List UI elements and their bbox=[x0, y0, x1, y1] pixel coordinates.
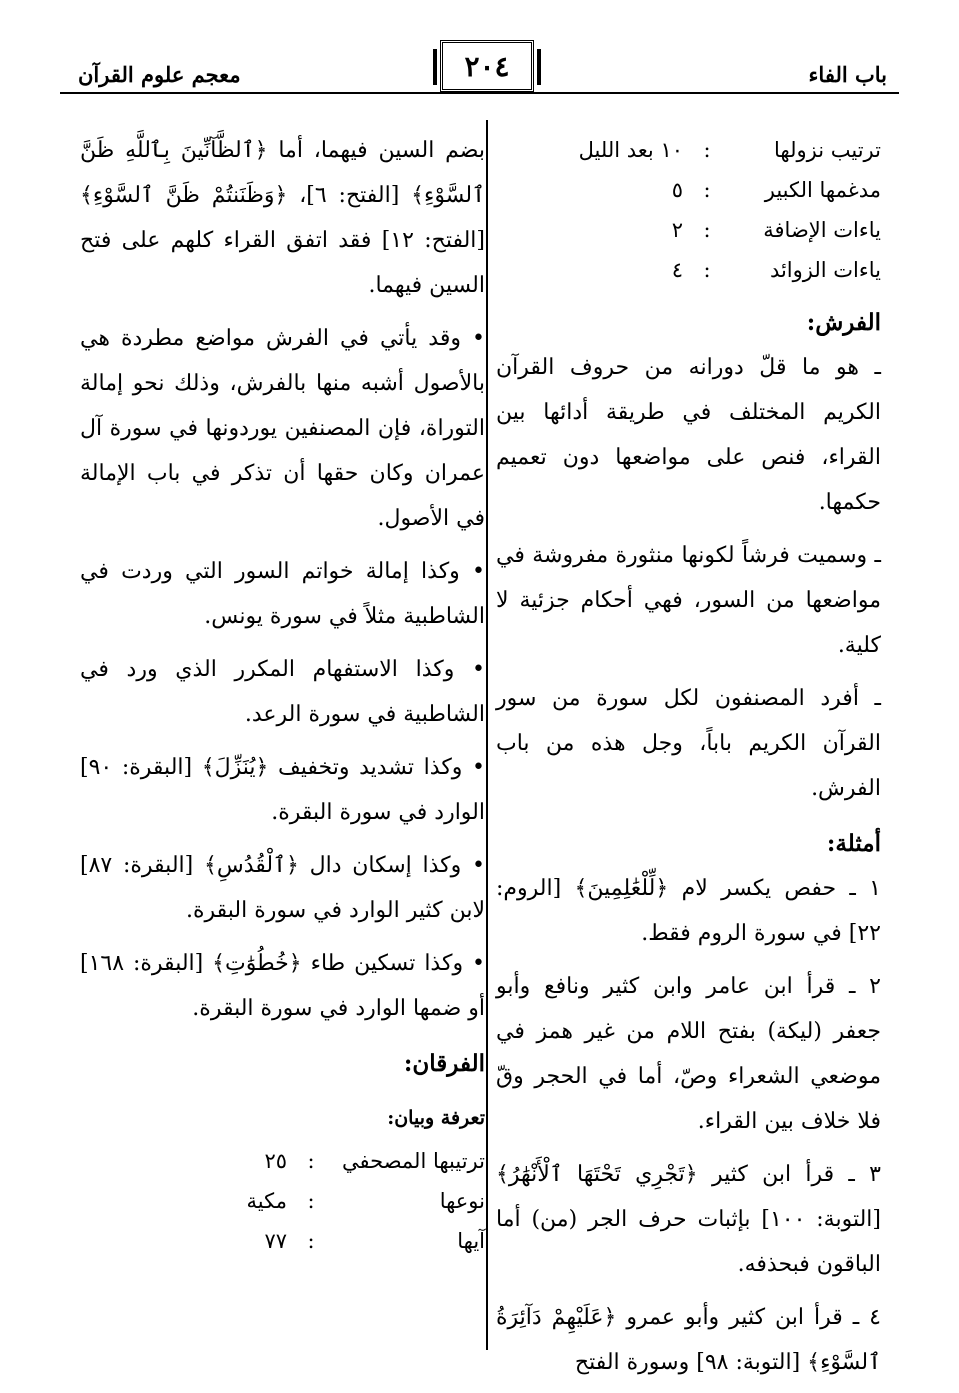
stat-value: ٤ bbox=[671, 258, 683, 282]
stat-row bbox=[496, 250, 881, 290]
stat-value: ٢٥ bbox=[264, 1149, 287, 1173]
stat-separator: : bbox=[703, 138, 711, 162]
paragraph: ـ وسميت فرشاً لكونها منثورة مفروشة في مواضعها من السور، فهي أحكام جزئية لا كلية. bbox=[496, 543, 881, 658]
section-subtitle-intro: تعرفة وبيان: bbox=[387, 1107, 485, 1129]
header-rule bbox=[60, 92, 899, 94]
stat-label: ياءات الإضافة bbox=[763, 218, 881, 242]
bullet-paragraph: • وكذا إسكان دال ﴿ٱلْقُدُسِ﴾ [البقرة: ٨٧] لابن كثير الوارد في سورة البقرة. bbox=[80, 853, 485, 923]
stat-label: نوعها bbox=[439, 1189, 485, 1213]
stat-value: ١٠ بعد الليل bbox=[578, 138, 683, 162]
stat-value: ٧٧ bbox=[264, 1229, 287, 1253]
stat-row bbox=[496, 210, 881, 250]
bullet-paragraph: • وكذا إمالة خواتم السور التي وردت في الشاطبية مثلاً في سورة يونس. bbox=[80, 559, 485, 629]
stat-separator: : bbox=[307, 1149, 315, 1173]
stat-row bbox=[80, 1141, 485, 1181]
stat-label: ياءات الزوائد bbox=[769, 258, 881, 282]
section-title-examples: أمثلة: bbox=[826, 830, 881, 857]
bullet-paragraph: • وكذا تسكين طاء ﴿خُطُوَٰتِ﴾ [البقرة: ١٦٨] أو ضمها الوارد في سورة البقرة. bbox=[80, 951, 485, 1021]
stat-label: آيها bbox=[457, 1229, 485, 1253]
section-title-furqan: الفرقان: bbox=[403, 1050, 485, 1077]
stat-value: ٢ bbox=[671, 218, 683, 242]
left-column bbox=[80, 128, 485, 1261]
stat-separator: : bbox=[703, 178, 711, 202]
example-4: ٤ ـ قرأ ابن كثير وأبو عمرو ﴿عَلَيْهِمْ دَآئِرَةُ ٱلسَّوْءِ﴾ [التوبة: ٩٨] وسورة الفتح bbox=[496, 1305, 881, 1375]
stats-list-left bbox=[80, 1141, 485, 1261]
stat-label: ترتيبها المصحفي bbox=[342, 1149, 485, 1173]
stat-value: مكية bbox=[246, 1189, 287, 1213]
bullet-paragraph: • وكذا الاستفهام المكرر الذي ورد في الشاطبية في سورة الرعد. bbox=[80, 657, 485, 727]
stat-label: ترتيب نزولها bbox=[774, 138, 881, 162]
stat-value: ٥ bbox=[671, 178, 683, 202]
page-number: ٢٠٤ bbox=[440, 40, 534, 92]
stats-list-right bbox=[496, 130, 881, 290]
stat-separator: : bbox=[307, 1229, 315, 1253]
stat-separator: : bbox=[703, 218, 711, 242]
right-column bbox=[496, 130, 881, 1393]
example-2: ٢ ـ قرأ ابن عامر وابن كثير ونافع وأبو جعفر (ليكة) بفتح اللام من غير همز في موضعي الشعراء وصّ، أما في الحجر وقّ فلا خلاف بين القراء. bbox=[496, 974, 881, 1134]
stat-label: مدغمها الكبير bbox=[764, 178, 881, 202]
stat-row bbox=[80, 1221, 485, 1261]
example-1: ١ ـ حفص يكسر لام ﴿لِّلْعَٰلِمِينَ﴾ [الروم: ٢٢] في سورة الروم فقط. bbox=[496, 876, 881, 946]
header-left-title: معجم علوم القرآن bbox=[78, 62, 241, 87]
paragraph: ـ هو ما قلّ دورانه من حروف القرآن الكريم المختلف في طريقة أدائها بين القراء، فنص على مواضعها دون تعميم حكمها. bbox=[496, 355, 881, 515]
section-title-farsh: الفرش: bbox=[806, 309, 881, 336]
column-divider bbox=[486, 120, 488, 1350]
paragraph: بضم السين فيهما، أما ﴿ٱلظَّآنِّينَ بِٱللَّهِ ظَنَّ ٱلسَّوْءِ﴾ [الفتح: ٦]، ﴿وَظَنَنتُمْ ظَنَّ ٱلسَّوْءِ﴾ [الفتح: ١٢] فقد اتفق القراء كلهم على فتح السين فيهما. bbox=[80, 138, 485, 298]
stat-separator: : bbox=[703, 258, 711, 282]
header-right-title: باب الفاء bbox=[808, 62, 887, 87]
stat-row bbox=[80, 1181, 485, 1221]
bullet-paragraph: • وقد يأتي في الفرش مواضع مطردة هي بالأصول أشبه منها بالفرش، وذلك نحو إمالة التوراة، فإن المصنفين يوردونها في سورة آل عمران وكان حقها أن تذكر في باب الإمالة في الأصول. bbox=[80, 326, 485, 531]
bullet-paragraph: • وكذا تشديد وتخفيف ﴿يُنَزِّلَ﴾ [البقرة: ٩٠] الوارد في سورة البقرة. bbox=[80, 755, 485, 825]
stat-separator: : bbox=[307, 1189, 315, 1213]
paragraph: ـ أفرد المصنفون لكل سورة من سور القرآن الكريم باباً، وجل هذه من باب الفرش. bbox=[496, 686, 881, 801]
example-3: ٣ ـ قرأ ابن كثير ﴿تَجْرِي تَحْتَهَا ٱلْأَنْهَٰرُ﴾ [التوبة: ١٠٠] بإثبات حرف الجر (من) أما الباقون فبحذفه. bbox=[496, 1162, 881, 1277]
stat-row bbox=[496, 130, 881, 170]
stat-row bbox=[496, 170, 881, 210]
